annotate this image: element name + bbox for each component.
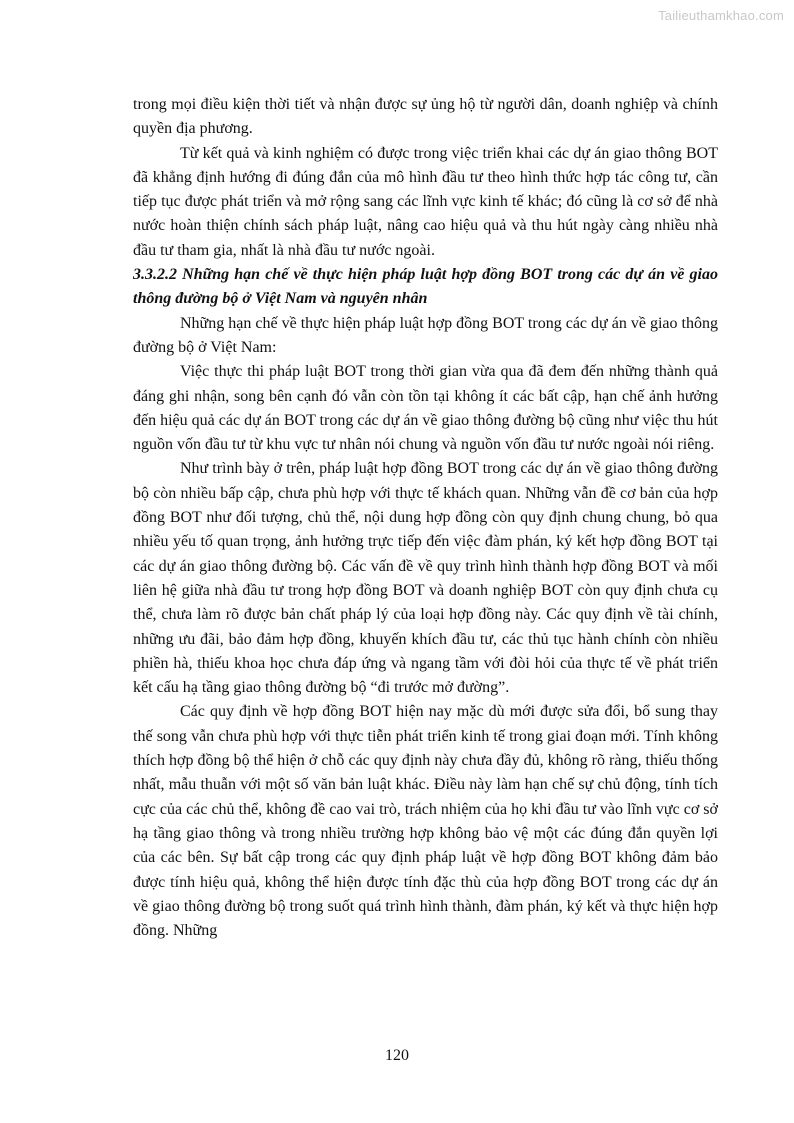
paragraph-intro: Những hạn chế về thực hiện pháp luật hợp đồng BOT trong các dự án về giao thông đường bộ ở Việt Nam:: [133, 314, 718, 356]
paragraph-implementation: Việc thực thi pháp luật BOT trong thời gian vừa qua đã đem đến những thành quả đáng ghi nhận, song bên cạnh đó vẫn còn tồn tại không ít các bất cập, hạn chế ảnh hưởng đến hiệu quả các dự án BOT trong các dự án về giao thông đường bộ cũng như việc thu hút nguồn vốn đầu tư từ khu vực tư nhân nói chung và nguồn vốn đầu tư nước ngoài nói riêng.: [133, 363, 718, 454]
document-body: [133, 93, 718, 943]
section-heading: 3.3.2.2 Những hạn chế về thực hiện pháp luật hợp đồng BOT trong các dự án về giao thông đường bộ ở Việt Nam và nguyên nhân: [133, 266, 718, 308]
paragraph-continuation: trong mọi điều kiện thời tiết và nhận được sự ủng hộ từ người dân, doanh nghiệp và chính quyền địa phương.: [133, 96, 718, 138]
watermark: Tailieuthamkhao.com: [658, 8, 784, 23]
paragraph-shortcomings: Như trình bày ở trên, pháp luật hợp đồng BOT trong các dự án về giao thông đường bộ còn nhiều bấp cập, chưa phù hợp với thực tế khách quan. Những vẫn đề cơ bản của hợp đồng BOT như đối tượng, chủ thể, nội dung hợp đồng còn quy định chung chung, bỏ qua nhiều yếu tố quan trọng, ảnh hưởng trực tiếp đến việc đàm phán, ký kết hợp đồng BOT tại các dự án giao thông đường bộ. Các vấn đề về quy trình hình thành hợp đồng BOT và mối liên hệ giữa nhà đầu tư trong hợp đồng BOT và doanh nghiệp BOT còn quy định chưa cụ thể, chưa làm rõ được bản chất pháp lý của loại hợp đồng này. Các quy định về tài chính, những ưu đãi, bảo đảm hợp đồng, khuyến khích đầu tư, các thủ tục hành chính còn nhiều phiền hà, thiếu khoa học chưa đáp ứng và ngang tầm với đòi hỏi của thực tế về phát triển kết cấu hạ tầng giao thông đường bộ “đi trước mở đường”.: [133, 460, 718, 697]
paragraph-results: Từ kết quả và kinh nghiệm có được trong việc triển khai các dự án giao thông BOT đã khẳng định hướng đi đúng đắn của mô hình đầu tư theo hình thức hợp tác công tư, cần tiếp tục được phát triển và mở rộng sang các lĩnh vực kinh tế khác; đó cũng là cơ sở để nhà nước hoàn thiện chính sách pháp luật, nâng cao hiệu quả và thu hút ngày càng nhiều nhà đầu tư tham gia, nhất là nhà đầu tư nước ngoài.: [133, 144, 718, 259]
paragraph-regulations: Các quy định về hợp đồng BOT hiện nay mặc dù mới được sửa đổi, bổ sung thay thế song vẫn chưa phù hợp với thực tiễn phát triển kinh tế trong giai đoạn mới. Tính không thích hợp đồng bộ thể hiện ở chỗ các quy định này chưa đầy đủ, không rõ ràng, thiếu thống nhất, mẫu thuẫn với một số văn bản luật khác. Điều này làm hạn chế sự chủ động, tính tích cực của các chủ thể, không đề cao vai trò, trách nhiệm của họ khi đầu tư vào lĩnh vực cơ sở hạ tầng giao thông và trong nhiều trường hợp không bảo vệ một các đúng đắn quyền lợi của các bên. Sự bất cập trong các quy định pháp luật về hợp đồng BOT không đảm bảo được tính hiệu quả, không thể hiện được tính đặc thù của hợp đồng BOT trong các dự án về giao thông đường bộ trong suốt quá trình hình thành, đàm phán, ký kết và thực hiện hợp đồng. Những: [133, 703, 718, 940]
page-number: 120: [385, 1047, 409, 1064]
